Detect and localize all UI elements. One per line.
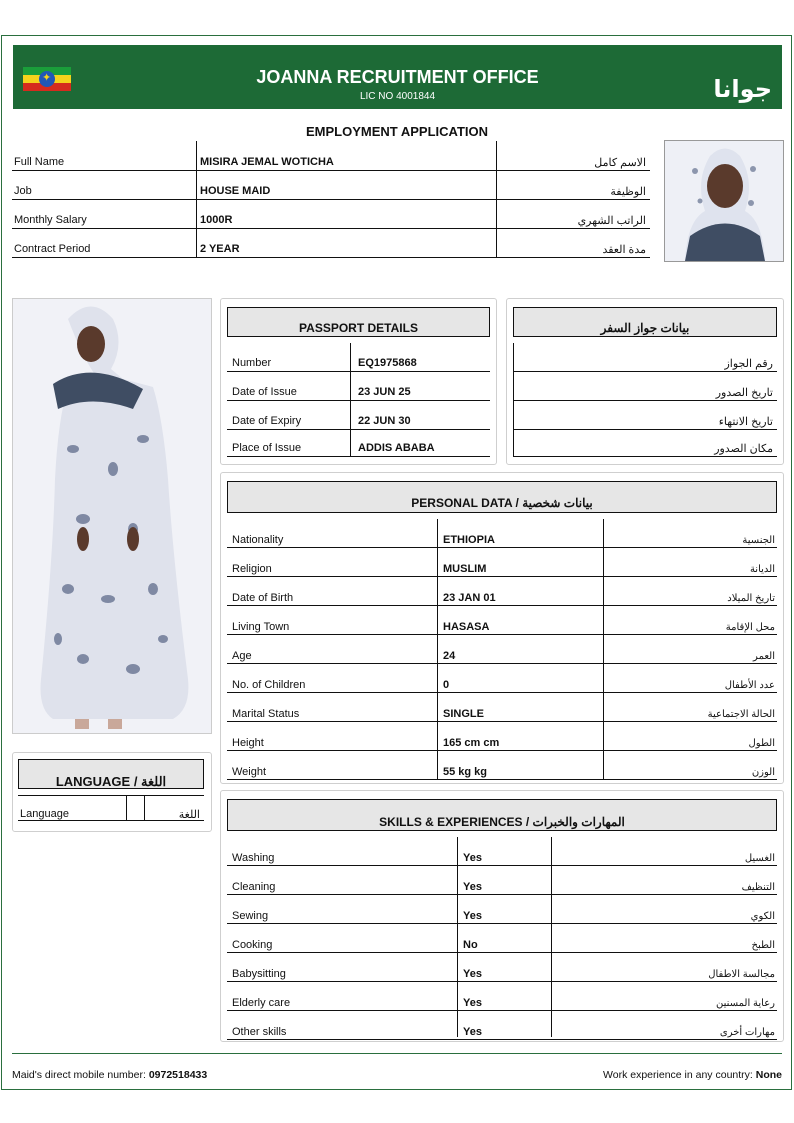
row-value: MUSLIM xyxy=(443,563,487,575)
job-arabic: الوظيفة xyxy=(610,186,646,198)
passport-arabic-panel xyxy=(506,298,784,465)
issue-date-label: Date of Issue xyxy=(232,386,297,398)
row-label: Living Town xyxy=(232,621,290,633)
language-row xyxy=(18,795,204,821)
table-row xyxy=(227,751,777,780)
form-title: EMPLOYMENT APPLICATION xyxy=(306,124,488,139)
row-value: Yes xyxy=(463,910,482,922)
portrait-photo xyxy=(664,140,784,262)
office-name: JOANNA RECRUITMENT OFFICE xyxy=(256,67,539,87)
language-title: LANGUAGE / اللغة xyxy=(18,759,204,789)
row-label: Nationality xyxy=(232,534,284,546)
personal-data-title: PERSONAL DATA / بيانات شخصية xyxy=(227,481,777,513)
row-label: Elderly care xyxy=(232,997,291,1009)
row-value: 23 JAN 01 xyxy=(443,592,496,604)
row-label: Babysitting xyxy=(232,968,286,980)
full-name-value: MISIRA JEMAL WOTICHA xyxy=(200,156,334,168)
expiry-date-label: Date of Expiry xyxy=(232,415,302,427)
row-label: Age xyxy=(232,650,252,662)
row-value: 24 xyxy=(443,650,456,662)
table-row xyxy=(227,953,777,982)
passport-number-value: EQ1975868 xyxy=(358,357,417,369)
experience-label: Work experience in any country: xyxy=(603,1069,753,1081)
row-arabic: العمر xyxy=(753,651,775,662)
row-value: ETHIOPIA xyxy=(443,534,495,546)
skills-title: SKILLS & EXPERIENCES / المهارات والخبرات xyxy=(227,799,777,831)
row-value: Yes xyxy=(463,997,482,1009)
row-value: Yes xyxy=(463,852,482,864)
table-row xyxy=(227,401,490,430)
table-row xyxy=(227,895,777,924)
row-arabic: التنظيف xyxy=(741,882,775,893)
full-name-label: Full Name xyxy=(14,156,65,168)
row-label: Sewing xyxy=(232,910,269,922)
row-value: 165 cm cm xyxy=(443,737,500,749)
job-label: Job xyxy=(14,185,32,197)
row-arabic: الحالة الاجتماعية xyxy=(707,709,775,720)
row-label: Cleaning xyxy=(232,881,276,893)
expiry-date-arabic: تاريخ الانتهاء xyxy=(513,401,777,430)
row-label: Weight xyxy=(232,766,267,778)
issue-date-arabic: تاريخ الصدور xyxy=(513,372,777,401)
table-row xyxy=(227,343,490,372)
row-arabic: عدد الأطفال xyxy=(724,680,775,691)
table-row xyxy=(227,1011,777,1040)
row-label: Religion xyxy=(232,563,272,575)
row-arabic: الغسيل xyxy=(744,853,775,864)
row-arabic: الكوي xyxy=(750,911,775,922)
mobile-number-line xyxy=(12,1069,207,1081)
row-arabic: الديانة xyxy=(749,564,775,575)
table-row xyxy=(227,372,490,401)
salary-arabic: الراتب الشهري xyxy=(577,215,646,227)
row-value: SINGLE xyxy=(443,708,484,720)
table-row xyxy=(227,548,777,577)
table-row xyxy=(227,430,490,457)
table-row xyxy=(227,693,777,722)
row-arabic: رعاية المسنين xyxy=(716,998,775,1009)
row-label: No. of Children xyxy=(232,679,306,691)
row-arabic: الطبخ xyxy=(751,940,775,951)
language-label: Language xyxy=(20,808,69,820)
mobile-value: 0972518433 xyxy=(148,1069,208,1081)
row-arabic: الجنسية xyxy=(742,535,775,546)
table-row xyxy=(227,837,777,866)
row-label: Marital Status xyxy=(232,708,300,720)
issue-place-label: Place of Issue xyxy=(232,442,302,454)
table-row xyxy=(227,664,777,693)
row-value: Yes xyxy=(463,1026,482,1038)
license-number: LIC NO 4001844 xyxy=(359,91,436,102)
contract-label: Contract Period xyxy=(14,243,91,255)
office-header xyxy=(13,45,782,109)
row-label: Other skills xyxy=(232,1026,287,1038)
issue-place-value: ADDIS ABABA xyxy=(358,442,435,454)
footer-divider xyxy=(12,1053,782,1054)
row-arabic: مجالسة الاطفال xyxy=(708,969,775,980)
table-row xyxy=(227,866,777,895)
expiry-date-value: 22 JUN 30 xyxy=(358,415,411,427)
row-arabic: مهارات أخرى xyxy=(719,1027,775,1038)
table-row xyxy=(227,635,777,664)
passport-panel xyxy=(220,298,497,465)
row-value: No xyxy=(463,939,478,951)
issue-place-arabic: مكان الصدور xyxy=(513,430,777,457)
passport-arabic-title: بيانات جواز السفر xyxy=(513,307,777,337)
personal-data-panel xyxy=(220,472,784,784)
table-row xyxy=(227,982,777,1011)
row-label: Height xyxy=(232,737,264,749)
job-value: HOUSE MAID xyxy=(200,185,271,197)
mobile-label: Maid's direct mobile number: xyxy=(12,1069,146,1081)
row-value: 0 xyxy=(443,679,450,691)
row-arabic: تاريخ الميلاد xyxy=(727,593,775,604)
experience-value: None xyxy=(755,1069,782,1081)
row-arabic: محل الإقامة xyxy=(725,622,775,633)
table-row xyxy=(227,722,777,751)
contract-arabic: مدة العقد xyxy=(602,244,646,256)
experience-line xyxy=(603,1069,782,1081)
row-value: Yes xyxy=(463,881,482,893)
row-arabic: الطول xyxy=(748,738,775,749)
row-label: Washing xyxy=(232,852,275,864)
passport-number-label: Number xyxy=(232,357,272,369)
salary-value: 1000R xyxy=(200,214,233,226)
issue-date-value: 23 JUN 25 xyxy=(358,386,411,398)
row-value: HASASA xyxy=(443,621,490,633)
row-label: Date of Birth xyxy=(232,592,294,604)
full-body-photo xyxy=(12,298,212,734)
row-value: Yes xyxy=(463,968,482,980)
table-row xyxy=(227,924,777,953)
row-value: 55 kg kg xyxy=(443,766,488,778)
row-label: Cooking xyxy=(232,939,273,951)
passport-number-arabic: رقم الجواز xyxy=(513,343,777,372)
skills-panel xyxy=(220,790,784,1042)
table-row xyxy=(227,606,777,635)
language-arabic: اللغة xyxy=(178,809,200,821)
table-row xyxy=(227,519,777,548)
arabic-brand: جوانا xyxy=(713,75,772,103)
full-name-arabic: الاسم كامل xyxy=(594,157,646,169)
contract-value: 2 YEAR xyxy=(200,243,240,255)
salary-label: Monthly Salary xyxy=(14,214,87,226)
passport-title: PASSPORT DETAILS xyxy=(227,307,490,337)
row-arabic: الوزن xyxy=(751,767,775,778)
language-panel xyxy=(12,752,212,832)
table-row xyxy=(227,577,777,606)
